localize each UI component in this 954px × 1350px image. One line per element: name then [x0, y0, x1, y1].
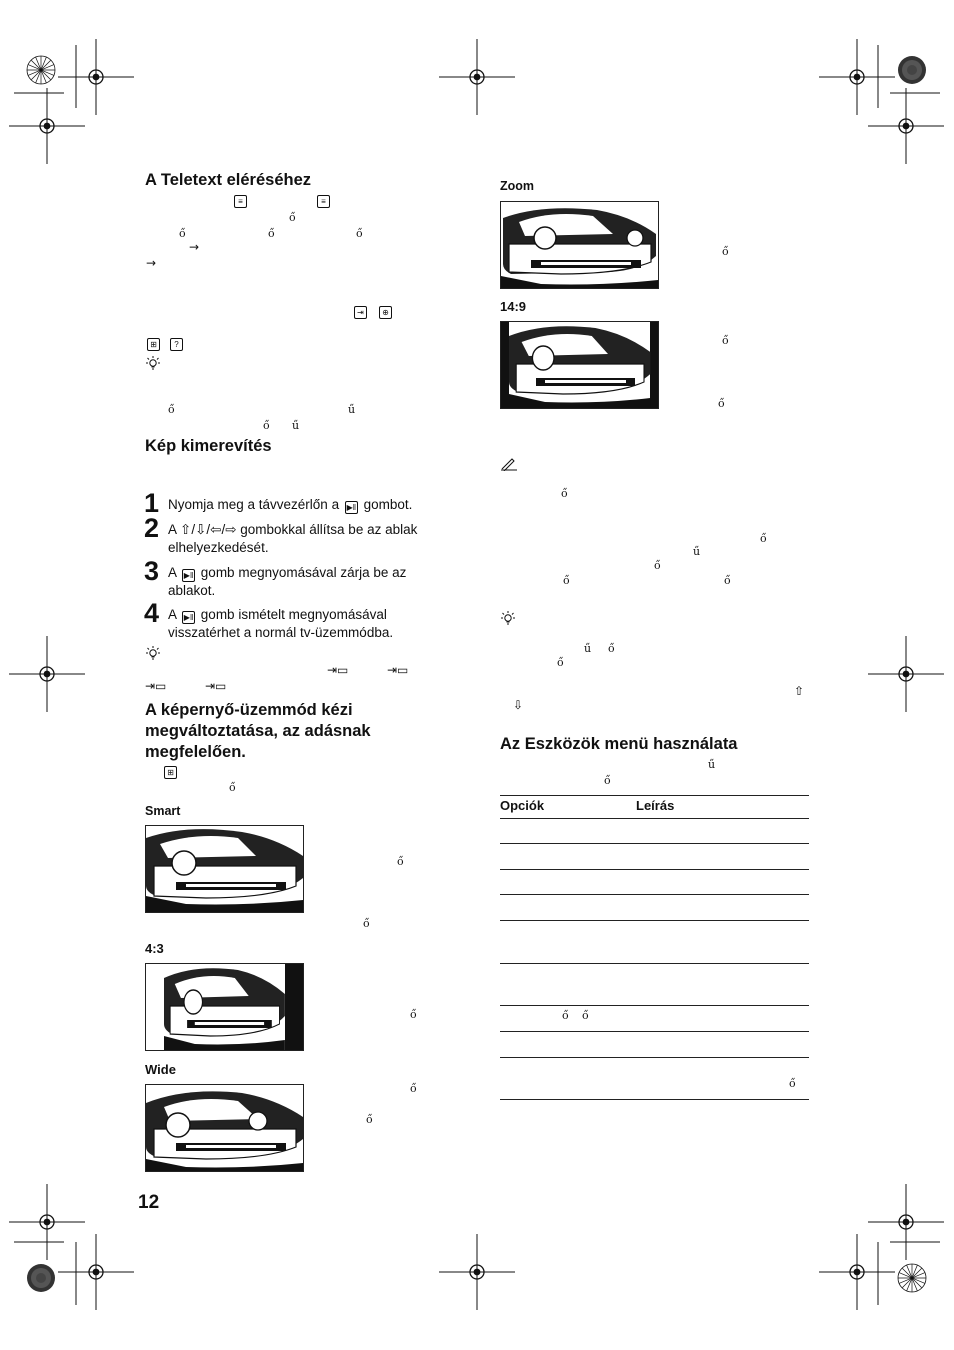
- step-text-part: gomb ismételt megnyomásával: [200, 607, 387, 622]
- tools-menu-heading: Az Eszközök menü használata: [500, 735, 738, 753]
- step-text: [168, 496, 412, 514]
- table-rule: [500, 843, 809, 844]
- teletext-button-icon: ≡: [317, 195, 330, 208]
- teletext-glyph: ő: [289, 211, 296, 224]
- pencil-note-icon: [500, 457, 518, 471]
- car-image: [501, 202, 658, 288]
- note-glyph: ő: [654, 559, 661, 572]
- car-image: [146, 826, 303, 912]
- note-glyph: ű: [693, 545, 701, 558]
- step-text-part: gomb megnyomásával zárja be az: [200, 565, 407, 580]
- note-glyph: ő: [561, 487, 568, 500]
- mode-glyph: ő: [397, 855, 404, 868]
- smart-mode-thumbnail: [145, 825, 304, 913]
- heading-line: megfelelően.: [145, 743, 246, 761]
- input-icon: ⇥▭: [145, 679, 167, 693]
- table-header: Leírás: [636, 798, 675, 813]
- zoom-mode-thumbnail: [500, 201, 659, 289]
- mode-label: Smart: [145, 804, 181, 818]
- teletext-glyph: ő: [179, 227, 186, 240]
- tip-glyph: ő: [557, 656, 564, 669]
- step-text-part: A: [168, 607, 177, 622]
- teletext-glyph: ő: [263, 419, 270, 432]
- freeze-button-icon: ▶‖: [183, 571, 194, 580]
- mode-glyph: ő: [722, 245, 729, 258]
- reveal-icon: ?: [170, 338, 183, 351]
- mode-label: 14:9: [500, 299, 527, 314]
- step-text-part: A: [168, 565, 177, 580]
- mode-glyph: ő: [410, 1082, 417, 1095]
- step-number: 2: [144, 513, 160, 543]
- input-icon: ⇥▭: [205, 679, 227, 693]
- table-rule: [500, 963, 809, 964]
- mode-glyph: ő: [363, 917, 370, 930]
- freeze-button-icon: ▶‖: [346, 503, 357, 512]
- index-icon: ⊞: [147, 338, 160, 351]
- table-rule: [500, 795, 809, 796]
- wide-mode-icon: ⊞: [164, 766, 177, 779]
- note-glyph: ő: [563, 574, 570, 587]
- mode-glyph: ő: [718, 397, 725, 410]
- step-text-part: gombot.: [363, 497, 413, 512]
- arrow-right-icon: →: [146, 256, 157, 270]
- step-number: 3: [144, 556, 160, 586]
- tools-glyph: ő: [604, 774, 611, 787]
- mode-glyph: ő: [410, 1008, 417, 1021]
- arrow-right-icon: →: [189, 240, 200, 254]
- step-text: [168, 564, 458, 600]
- step-text-line: elhelyezkedését.: [168, 540, 269, 555]
- teletext-glyph: ő: [168, 403, 175, 416]
- tools-glyph: ű: [708, 758, 716, 771]
- car-image: [146, 964, 303, 1050]
- mode-glyph: ő: [366, 1113, 373, 1126]
- car-image: [501, 322, 658, 408]
- teletext-glyph: ű: [292, 419, 300, 432]
- step-text-line: A ⇧/⇩/⇦/⇨ gombokkal állítsa be az ablak: [168, 522, 418, 537]
- teletext-button-icon: ≡: [234, 195, 247, 208]
- screen-mode-heading: [145, 700, 445, 763]
- step-text-line: visszatérhet a normál tv-üzemmódba.: [168, 625, 394, 640]
- table-rule: [500, 869, 809, 870]
- step-number: 1: [144, 488, 160, 518]
- table-rule: [500, 1031, 809, 1032]
- step-text-line: ablakot.: [168, 583, 216, 598]
- page-number: 12: [138, 1192, 160, 1213]
- lightbulb-icon: [500, 610, 516, 626]
- teletext-glyph: ő: [268, 227, 275, 240]
- 14-9-mode-thumbnail: [500, 321, 659, 409]
- mode-label: Wide: [145, 1062, 176, 1077]
- note-glyph: ő: [724, 574, 731, 587]
- arrow-down-icon: ⇩: [513, 698, 524, 712]
- freeze-heading: Kép kimerevítés: [145, 437, 272, 455]
- screen-mode-glyph: ő: [229, 781, 236, 794]
- tip-glyph: ő: [608, 642, 615, 655]
- step-number: 4: [144, 598, 160, 628]
- lightbulb-icon: [145, 355, 161, 371]
- table-rule: [500, 1005, 809, 1006]
- input-icon: ⇥▭: [327, 663, 349, 677]
- hold-icon: ⊕: [379, 306, 392, 319]
- table-glyph: ő: [562, 1009, 569, 1022]
- input-select-icon: ⇥: [354, 306, 367, 319]
- table-rule: [500, 1099, 809, 1100]
- wide-mode-thumbnail: [145, 1084, 304, 1172]
- heading-line: A képernyő-üzemmód kézi: [145, 701, 353, 719]
- mode-label: 4:3: [145, 941, 164, 956]
- input-icon: ⇥▭: [387, 663, 409, 677]
- freeze-button-icon: ▶‖: [183, 613, 194, 622]
- step-text: [168, 521, 458, 557]
- car-image: [146, 1085, 303, 1171]
- teletext-heading: A Teletext eléréséhez: [145, 171, 311, 189]
- lightbulb-icon: [145, 645, 161, 661]
- tip-glyph: ű: [584, 642, 592, 655]
- table-glyph: ő: [789, 1077, 796, 1090]
- table-rule: [500, 894, 809, 895]
- note-glyph: ő: [760, 532, 767, 545]
- teletext-glyph: ő: [356, 227, 363, 240]
- heading-line: megváltoztatása, az adásnak: [145, 722, 371, 740]
- table-rule: [500, 1057, 809, 1058]
- mode-glyph: ő: [722, 334, 729, 347]
- table-rule: [500, 818, 809, 819]
- mode-label: Zoom: [500, 179, 535, 193]
- table-header: Opciók: [500, 798, 545, 813]
- 4-3-mode-thumbnail: [145, 963, 304, 1051]
- table-glyph: ő: [582, 1009, 589, 1022]
- options-table: [500, 795, 809, 1100]
- table-rule: [500, 920, 809, 921]
- step-text-part: Nyomja meg a távvezérlőn a: [168, 497, 340, 512]
- step-text: [168, 606, 458, 642]
- arrow-up-icon: ⇧: [794, 684, 805, 698]
- teletext-glyph: ű: [348, 403, 356, 416]
